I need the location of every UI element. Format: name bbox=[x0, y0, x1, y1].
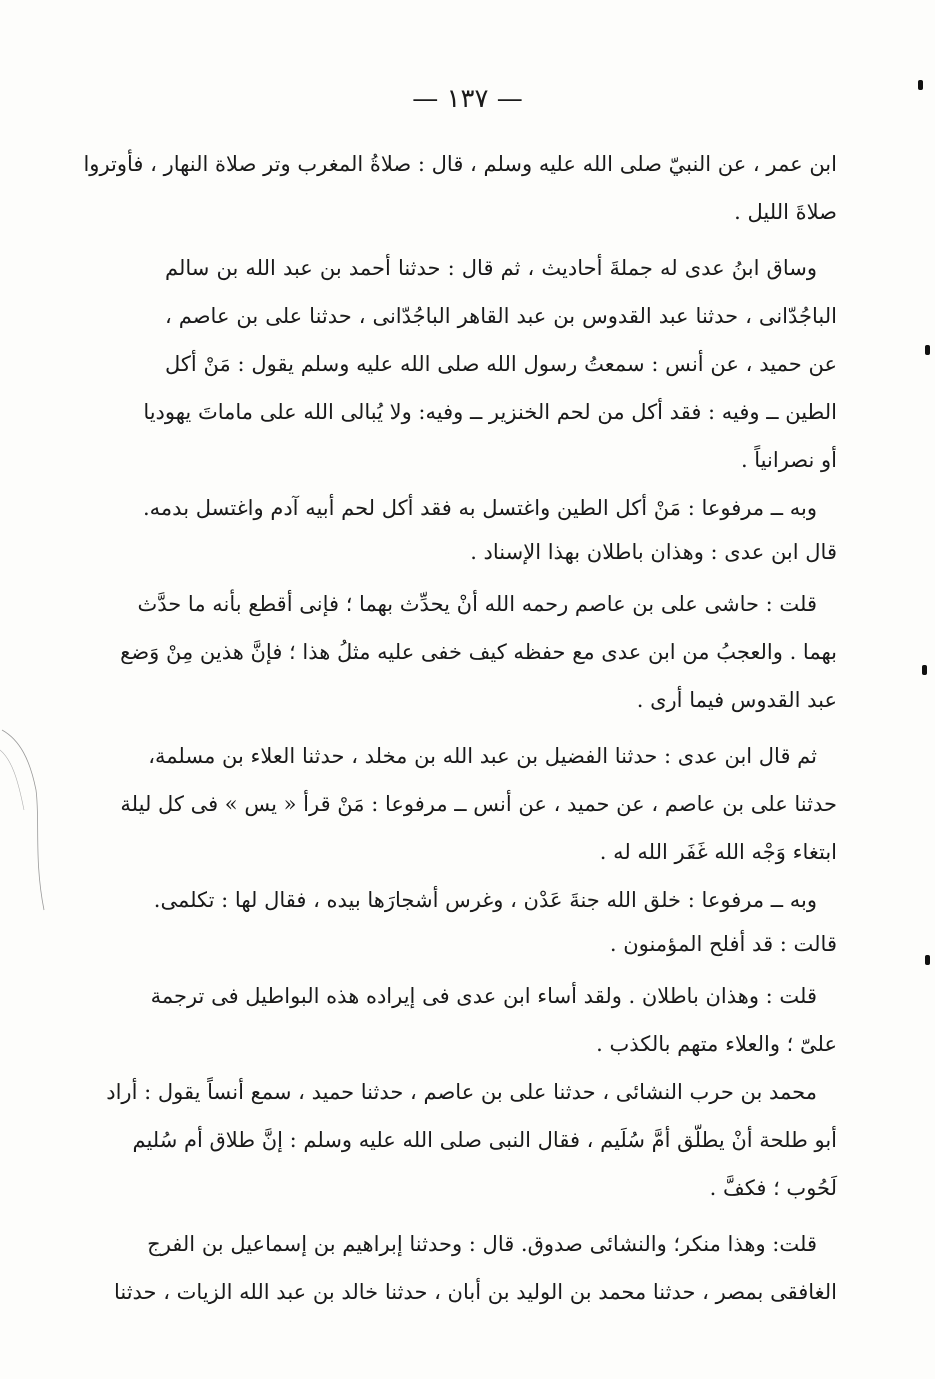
page-number: — ١٣٧ — bbox=[412, 84, 523, 114]
text-line: علىّ ؛ والعلاء متهم بالكذب . bbox=[596, 1032, 837, 1056]
text-line: وبه ــ مرفوعا : مَنْ أكل الطين واغتسل به فقد أكل لحم أبيه آدم واغتسل بدمه. bbox=[143, 496, 817, 520]
text-line: محمد بن حرب النشائى ، حدثنا على بن عاصم ، حدثنا حميد ، سمع أنساً يقول : أراد bbox=[106, 1080, 817, 1104]
text-line: ثم قال ابن عدى : حدثنا الفضيل بن عبد الله بن مخلد ، حدثنا العلاء بن مسلمة، bbox=[148, 744, 817, 768]
text-line: قلت: وهذا منكر؛ والنشائى صدوق. قال : وحدثنا إبراهيم بن إسماعيل بن الفرج bbox=[147, 1232, 817, 1256]
text-line: ابتغاء وَجْه الله غَفَر الله له . bbox=[599, 840, 837, 864]
text-line: أبو طلحة أنْ يطلّق أمَّ سُلَيم ، فقال النبى صلى الله عليه وسلم : إنَّ طلاق أم سُليم bbox=[132, 1128, 837, 1152]
text-line: ابن عمر ، عن النبيّ صلى الله عليه وسلم ، قال : صلاةُ المغرب وتر صلاة النهار ، فأوتروا bbox=[83, 152, 837, 176]
text-line: صلاةَ الليل . bbox=[734, 200, 837, 224]
text-line: قلت : وهذان باطلان . ولقد أساء ابن عدى فى إيراده هذه البواطيل فى ترجمة bbox=[150, 984, 817, 1008]
text-line: حدثنا على بن عاصم ، عن حميد ، عن أنس ــ مرفوعا : مَنْ قرأ « يس » فى كل ليلة bbox=[120, 792, 837, 816]
margin-mark bbox=[918, 80, 923, 90]
text-line: الطين ــ وفيه : فقد أكل من لحم الخنزير ــ وفيه: ولا يُبالى الله على ماماتَ يهوديا bbox=[143, 400, 837, 424]
text-line: لَحُوب ؛ فكفَّ . bbox=[709, 1176, 837, 1200]
text-line: قال ابن عدى : وهذان باطلان بهذا الإسناد . bbox=[470, 540, 837, 564]
text-line: عن حميد ، عن أنس : سمعتُ رسول الله صلى الله عليه وسلم يقول : مَنْ أكل bbox=[165, 352, 837, 376]
edge-scribble bbox=[0, 720, 60, 920]
text-line: أو نصرانياً . bbox=[740, 448, 837, 472]
margin-mark bbox=[922, 665, 927, 675]
text-line: الباجُدّانى ، حدثنا عبد القدوس بن عبد القاهر الباجُدّانى ، حدثنا على بن عاصم ، bbox=[165, 304, 837, 328]
body-text bbox=[83, 140, 837, 1316]
text-line: عبد القدوس فيما أرى . bbox=[636, 688, 837, 712]
text-line: بهما . والعجبُ من ابن عدى مع حفظه كيف خفى عليه مثلُ هذا ؛ فإنَّ هذين مِنْ وَضع bbox=[120, 640, 837, 664]
text-line: قلت : حاشى على بن عاصم رحمه الله أنْ يحدِّث بهما ؛ فإنى أقطع بأنه ما حدَّث bbox=[137, 592, 817, 616]
margin-mark bbox=[925, 345, 930, 355]
text-line: قالت : قد أفلح المؤمنون . bbox=[609, 932, 837, 956]
text-line: وبه ــ مرفوعا : خلق الله جنةَ عَدْن ، وغرس أشجارَها بيده ، فقال لها : تكلمى. bbox=[153, 888, 817, 912]
text-line: وساق ابنُ عدى له جملةَ أحاديث ، ثم قال : حدثنا أحمد بن عبد الله بن سالم bbox=[165, 256, 817, 280]
margin-mark bbox=[925, 955, 930, 965]
text-line: الغافقى بمصر ، حدثنا محمد بن الوليد بن أبان ، حدثنا خالد بن عبد الله الزيات ، حدثنا bbox=[113, 1280, 837, 1304]
